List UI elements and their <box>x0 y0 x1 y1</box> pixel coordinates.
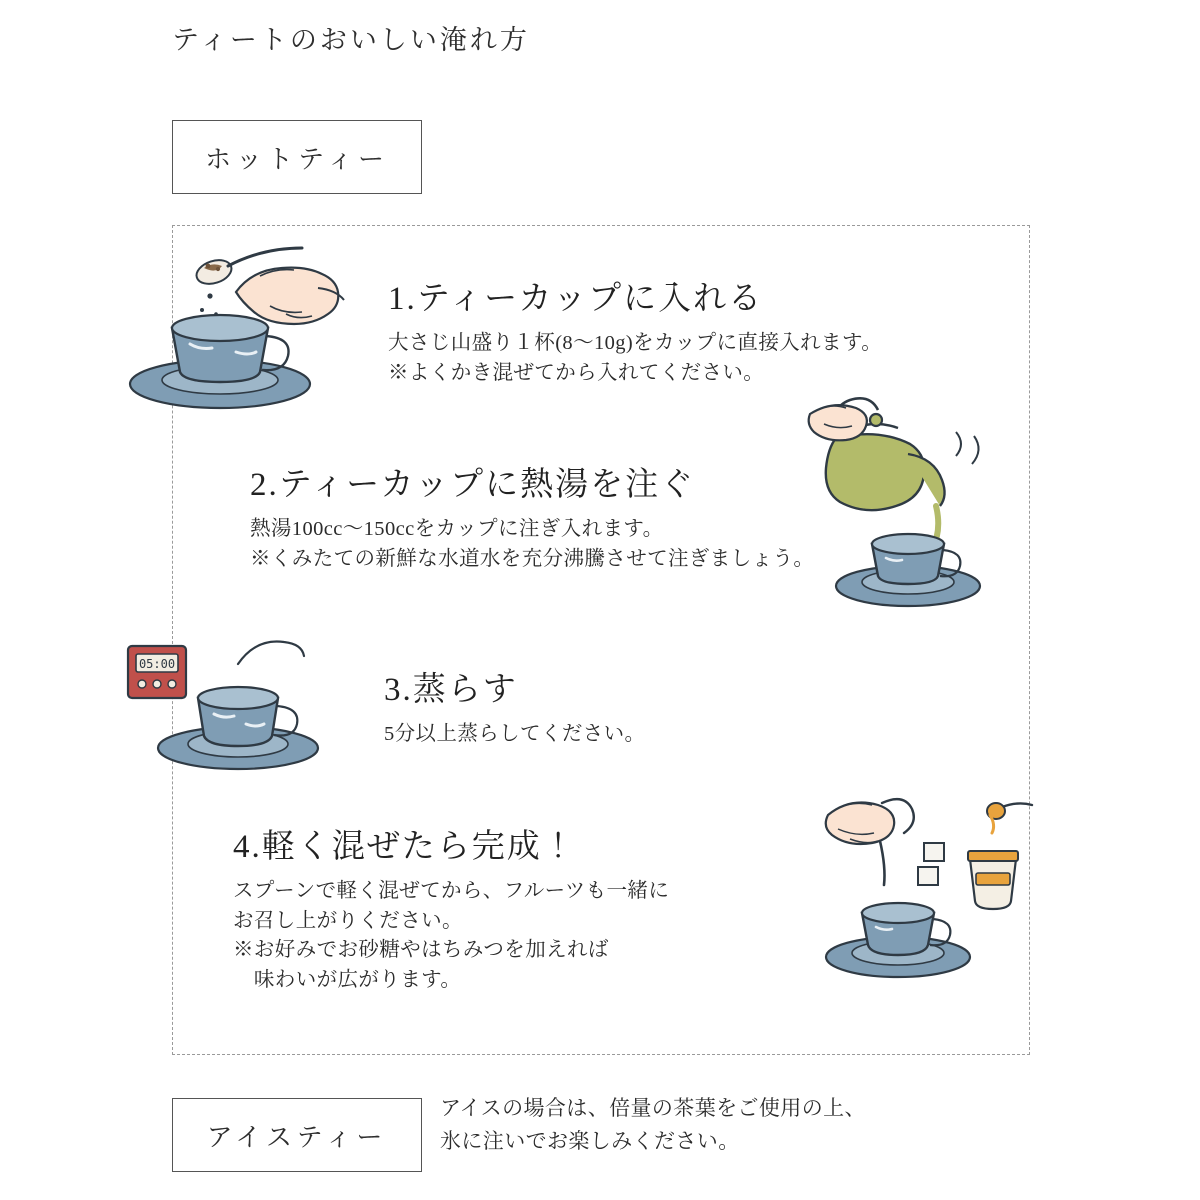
step-1-body-line-1: 大さじ山盛り１杯(8〜10g)をカップに直接入れます。 <box>388 332 883 354</box>
step-1-body-line-2: ※よくかき混ぜてから入れてください。 <box>388 361 765 384</box>
step-2-body <box>250 515 814 574</box>
step-2-body-line-1: 熱湯100cc〜150ccをカップに注ぎ入れます。 <box>250 518 664 540</box>
step-4-body-line-1: スプーンで軽く混ぜてから、フルーツも一緒に <box>233 880 670 902</box>
step-1-heading: 1.ティーカップに入れる <box>388 281 764 317</box>
step-4-heading: 4.軽く混ぜたら完成！ <box>233 829 577 865</box>
iced-tea-note <box>440 1092 866 1157</box>
section-label-iced-tea-text: アイスティー <box>206 1122 388 1152</box>
iced-tea-note-line-1: アイスの場合は、倍量の茶葉をご使用の上、 <box>440 1096 866 1120</box>
step-4-body-line-4: 味わいが広がります。 <box>233 969 462 992</box>
hand-spoon-teacup-illustration <box>110 236 380 416</box>
section-label-hot-tea <box>172 120 422 194</box>
hand-kettle-pouring-illustration <box>780 398 1030 618</box>
hand-stirring-sugar-honey-illustration <box>820 785 1060 1005</box>
step-2 <box>250 458 814 574</box>
step-4-body <box>233 877 669 996</box>
step-3 <box>384 663 645 750</box>
timer-teacup-illustration <box>118 620 378 780</box>
step-1-body <box>388 329 882 388</box>
step-1 <box>388 272 882 388</box>
timer-display: 05:00 <box>138 657 176 671</box>
step-3-body <box>384 720 645 750</box>
step-2-heading: 2.ティーカップに熱湯を注ぐ <box>250 467 696 503</box>
step-4-body-line-3: ※お好みでお砂糖やはちみつを加えれば <box>233 939 609 962</box>
iced-tea-note-line-2: 氷に注いでお楽しみください。 <box>440 1128 740 1153</box>
section-label-iced-tea <box>172 1098 422 1172</box>
page-title: ティートのおいしい淹れ方 <box>172 25 530 55</box>
step-4 <box>233 820 669 996</box>
step-2-body-line-2: ※くみたての新鮮な水道水を充分沸騰させて注ぎましょう。 <box>250 547 815 570</box>
step-4-body-line-2: お召し上がりください。 <box>233 909 463 932</box>
section-label-hot-tea-text: ホットティー <box>205 144 389 174</box>
step-3-body-line-1: 5分以上蒸らしてください。 <box>384 723 646 745</box>
step-3-heading: 3.蒸らす <box>384 672 518 708</box>
